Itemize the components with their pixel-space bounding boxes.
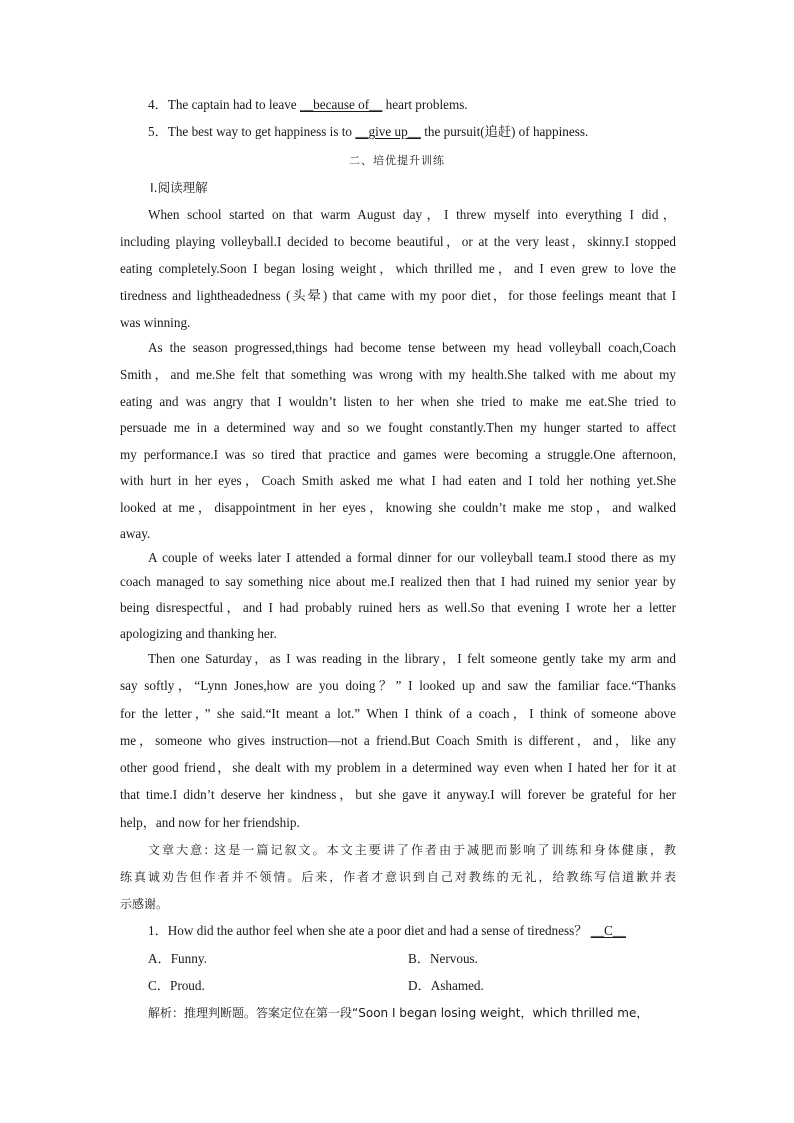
- passage-line: was winning.: [120, 315, 191, 330]
- passage-line: Smith，and me.She felt that something was wrong with my health.She talked with me about my: [120, 367, 676, 382]
- fill-in-item-4: [148, 92, 704, 119]
- summary-text: 这是一篇记叙文。本文主要讲了作者由于减肥而影响了训练和身体健康，教: [214, 843, 676, 857]
- fill-in-text: 5．The best way to get happiness is to: [148, 124, 356, 139]
- fill-in-item-5: [148, 119, 704, 146]
- option-a: A．Funny.: [148, 951, 207, 966]
- fill-in-answer: __give up__: [355, 124, 421, 139]
- passage-line: looked at me，disappointment in her eyes，knowing she couldn’t make me stop，and walked: [120, 500, 676, 515]
- analysis-line: [148, 1000, 676, 1027]
- passage-line: help，and now for her friendship.: [120, 815, 300, 830]
- summary-label: 文章大意:: [148, 843, 209, 857]
- option-d: D．Ashamed.: [408, 978, 484, 993]
- analysis-label: 解析：: [148, 1006, 185, 1020]
- passage-line: away.: [120, 526, 151, 541]
- passage-line: with hurt in her eyes，Coach Smith asked me what I had eaten and I told her nothing yet.She: [120, 473, 676, 488]
- option-b: B．Nervous.: [408, 951, 478, 966]
- passage-line: A couple of weeks later I attended a formal dinner for our volleyball team.I stood there as my: [148, 550, 676, 565]
- question-text: 1．How did the author feel when she ate a poor diet and had a sense of tiredness？: [148, 923, 588, 938]
- passage-line: my performance.I was so tired that practice and games were becoming a struggle.One afternoon,: [120, 447, 676, 462]
- passage-line: me，someone who gives instruction—not a friend.But Coach Smith is different，and，like any: [120, 733, 676, 748]
- passage-line: Then one Saturday，as I was reading in the library，I felt someone gently take my arm and: [148, 651, 676, 666]
- passage-line: coach managed to say something nice about me.I realized then that I had ruined my senior year by: [120, 574, 676, 589]
- passage-line: eating and was angry that I wouldn’t listen to her when she tried to make me eat.She tried to: [120, 394, 676, 409]
- passage-line: say softly，“Lynn Jones,how are you doing？” I looked up and saw the familiar face.“Thanks: [120, 678, 676, 693]
- passage-line: including playing volleyball.I decided to become beautiful，or at the very least，skinny.I stopped: [120, 234, 676, 249]
- passage-line: tiredness and lightheadedness (头晕) that came with my poor diet，for those feelings meant that I: [120, 288, 676, 303]
- question-answer: __C__: [590, 923, 626, 938]
- passage-line: being disrespectful，and I had probably ruined hers as well.So that evening I wrote her a letter: [120, 600, 676, 615]
- passage-line: persuade me in a determined way and so we fought constantly.Then my hunger started to affect: [120, 420, 676, 435]
- passage-line: apologizing and thanking her.: [120, 626, 277, 641]
- summary-line: [148, 837, 676, 864]
- passage-line: eating completely.Soon I began losing weight，which thrilled me，and I even grew to love the: [120, 261, 676, 276]
- fill-in-text: 4．The captain had to leave: [148, 97, 300, 112]
- passage-line: that time.I didn’t deserve her kindness，but she gave it anyway.I will forever be grateful for her: [120, 787, 676, 802]
- fill-in-answer: __because of__: [299, 97, 383, 112]
- question-1: [148, 918, 704, 945]
- passage-line: other good friend，she dealt with my problem in a determined way even when I hated her for it at: [120, 760, 676, 775]
- passage-line: As the season progressed,things had become tense between my head volleyball coach,Coach: [148, 340, 676, 355]
- section-heading: 二、培优提升训练: [349, 154, 445, 167]
- passage-line: When school started on that warm August day，I threw myself into everything I did，: [148, 207, 676, 222]
- analysis-text: 推理判断题。答案定位在第一段“Soon I began losing weight，which thrilled me，: [184, 1006, 649, 1020]
- fill-in-text: heart problems.: [382, 97, 468, 112]
- fill-in-text: the pursuit(追赶) of happiness.: [420, 124, 589, 139]
- summary-line: 练真诚劝告但作者并不领情。后来，作者才意识到自己对教练的无礼，给教练写信道歉并表: [120, 870, 676, 884]
- subsection-title: Ⅰ.阅读理解: [150, 180, 208, 195]
- passage-line: for the letter，” she said.“It meant a lot.” When I think of a coach，I think of someone above: [120, 706, 676, 721]
- option-c: C．Proud.: [148, 978, 205, 993]
- summary-line: 示感谢。: [120, 897, 169, 911]
